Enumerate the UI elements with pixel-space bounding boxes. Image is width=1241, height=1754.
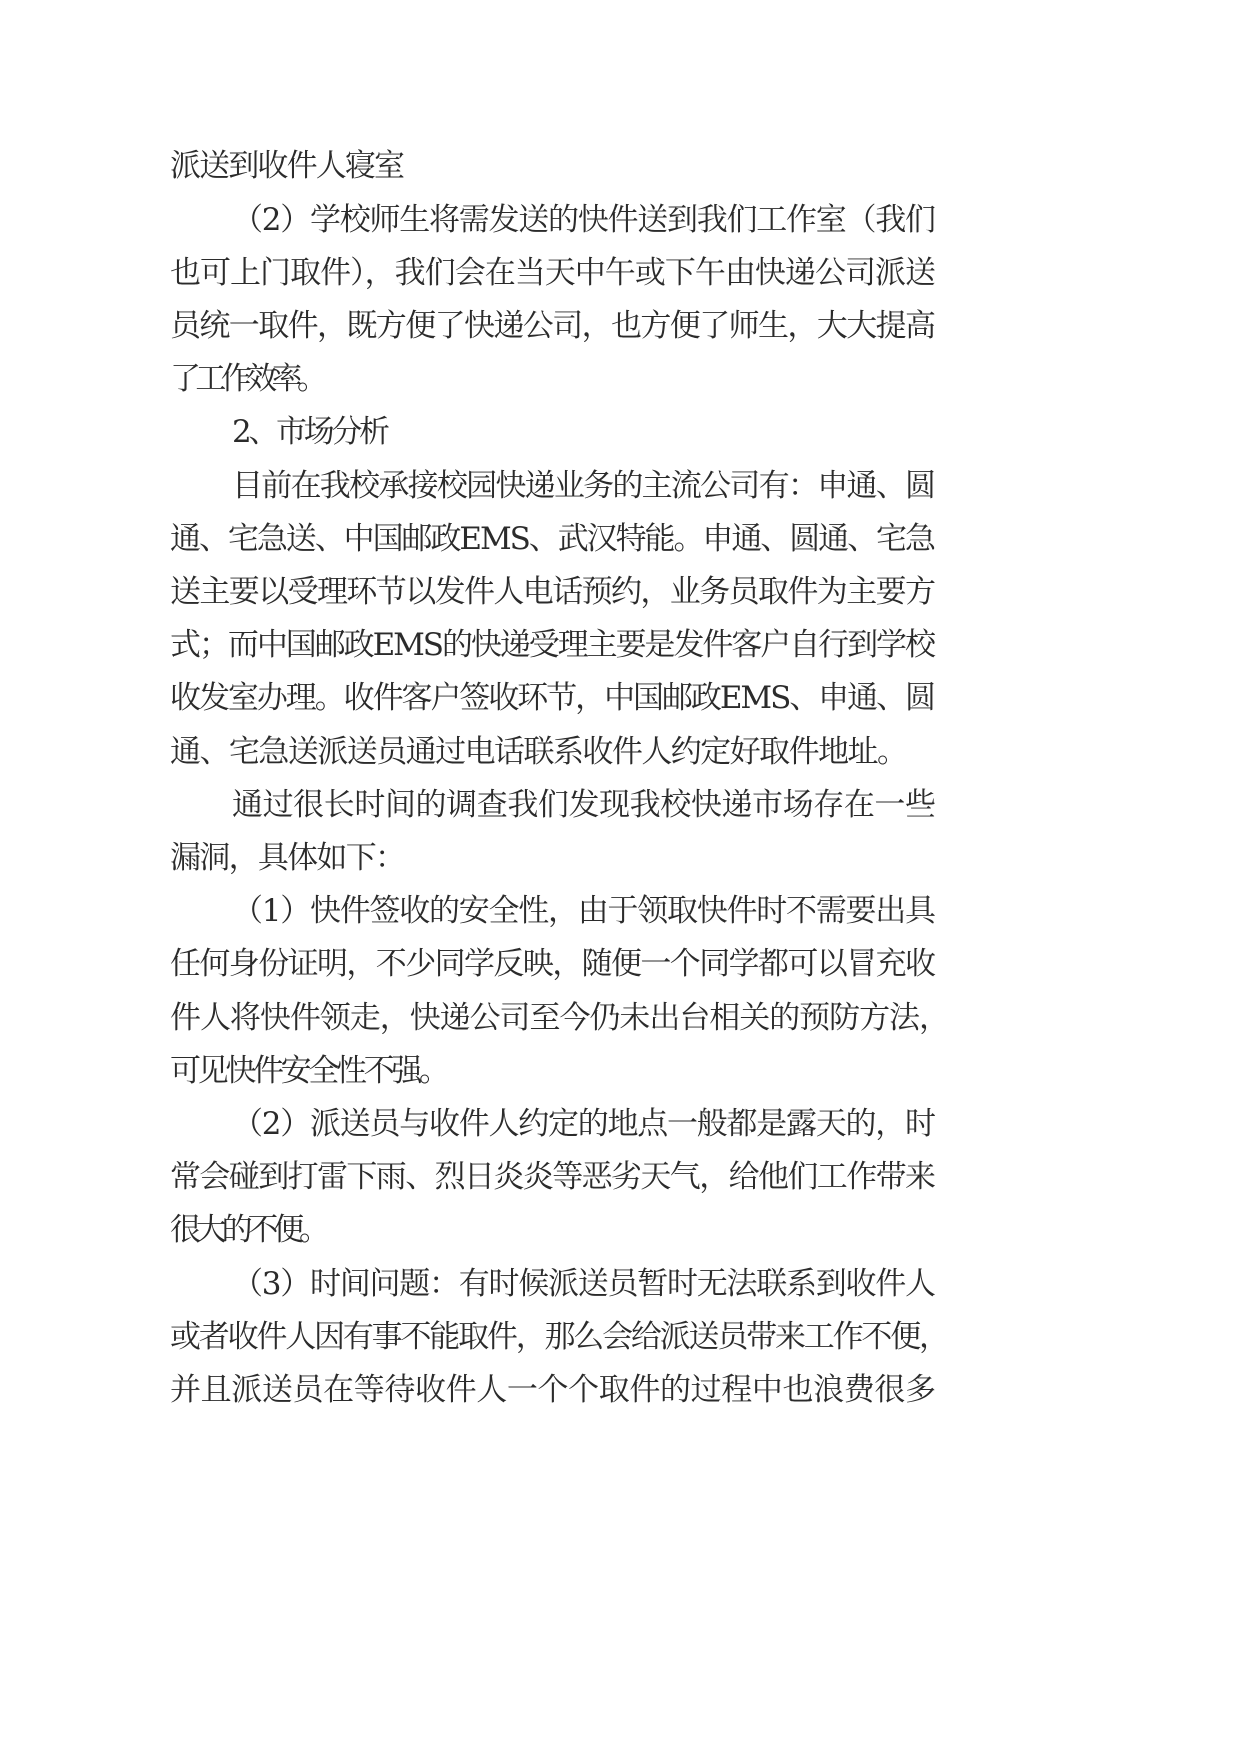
text-line: （2）派送员与收件人约定的地点一般都是露天的，时: [232, 1106, 935, 1142]
text-line: 件人将快件领走，快递公司至今仍未出台相关的预防方法，: [170, 1000, 949, 1036]
text-line: 收发室办理。收件客户签收环节，中国邮政EMS、申通、圆: [170, 680, 934, 716]
text-line: 并且派送员在等待收件人一个个取件的过程中也浪费很多: [170, 1372, 936, 1408]
section-heading: 2、市场分析: [232, 414, 387, 450]
text-line: 式；而中国邮政EMS的快递受理主要是发件客户自行到学校: [170, 627, 934, 663]
text-line: 通过很长时间的调查我们发现我校快递市场存在一些: [232, 787, 936, 823]
text-line: （2）学校师生将需发送的快件送到我们工作室（我们: [232, 202, 935, 238]
text-line: 通、宅急送派送员通过电话联系收件人约定好取件地址。: [170, 734, 907, 770]
text-line: 漏洞，具体如下：: [170, 840, 405, 876]
text-line: 送主要以受理环节以发件人电话预约，业务员取件为主要方: [170, 574, 935, 610]
text-line: 任何身份证明，不少同学反映，随便一个同学都可以冒充收: [170, 946, 935, 982]
text-line: 目前在我校承接校园快递业务的主流公司有：申通、圆: [232, 468, 935, 504]
text-line: 常会碰到打雷下雨、烈日炎炎等恶劣天气，给他们工作带来: [170, 1159, 935, 1195]
text-line: 了工作效率。: [170, 361, 323, 397]
text-line: （3）时间问题：有时候派送员暂时无法联系到收件人: [232, 1266, 935, 1302]
text-line: 很大的不便。: [170, 1212, 325, 1248]
text-line: 员统一取件，既方便了快递公司，也方便了师生，大大提高: [170, 308, 935, 344]
text-line: 派送到收件人寝室: [170, 148, 404, 184]
text-line: 通、宅急送、中国邮政EMS、武汉特能。申通、圆通、宅急: [170, 521, 934, 557]
text-line: （1）快件签收的安全性，由于领取快件时不需要出具: [232, 893, 935, 929]
text-line: 可见快件安全性不强。: [170, 1053, 447, 1089]
text-line: 也可上门取件），我们会在当天中午或下午由快递公司派送: [170, 255, 936, 291]
text-line: 或者收件人因有事不能取件，那么会给派送员带来工作不便，: [170, 1319, 948, 1355]
